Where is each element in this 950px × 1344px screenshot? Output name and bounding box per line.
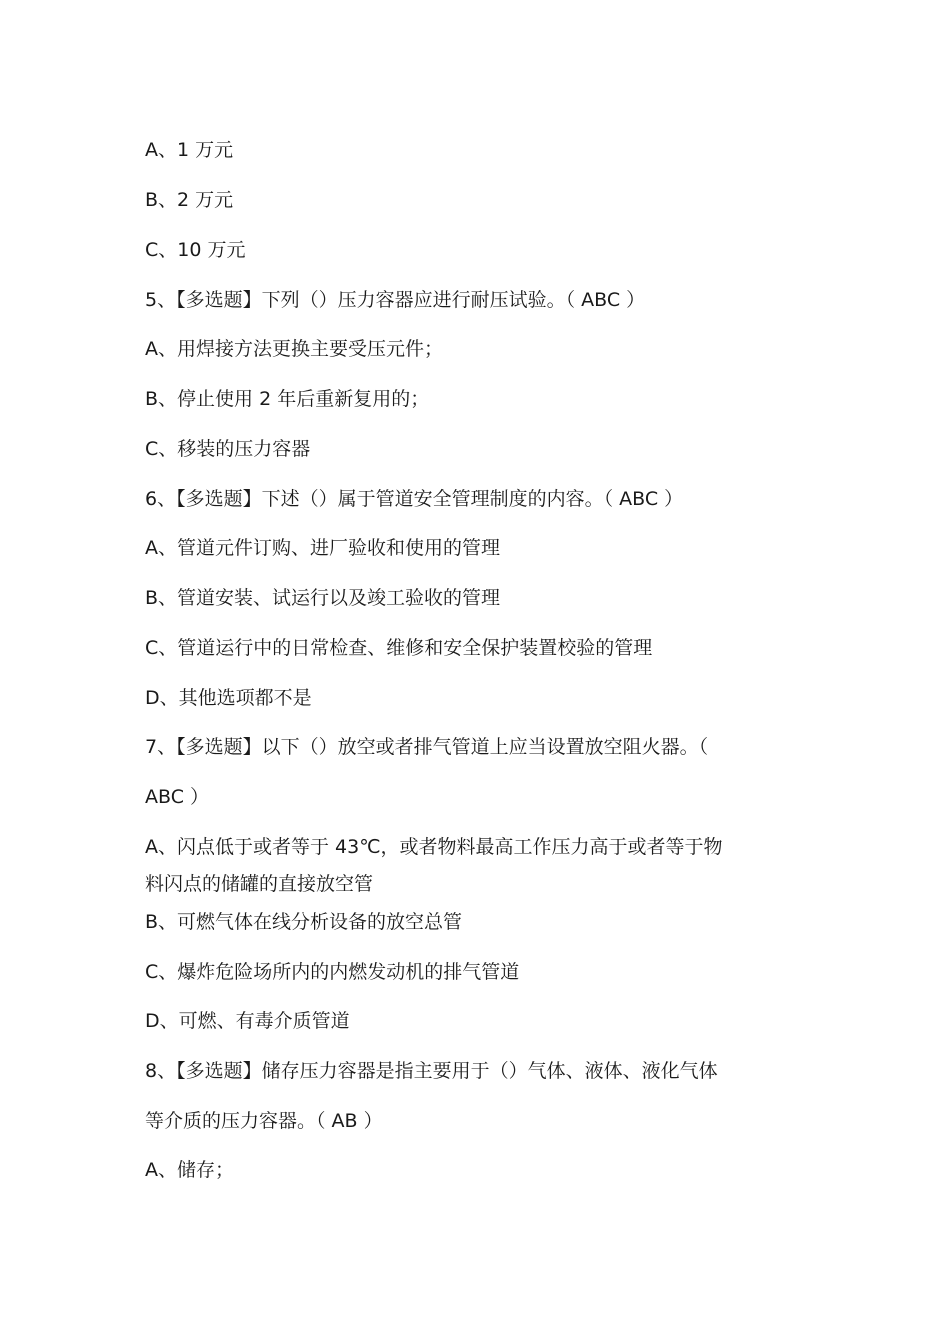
q7-option-c: C、爆炸危险场所内的内燃发动机的排气管道 — [145, 961, 520, 983]
q5-option-c: C、移装的压力容器 — [145, 438, 311, 460]
q6-stem: 6、【多选题】下述（）属于管道安全管理制度的内容。（ ABC ） — [145, 488, 684, 510]
q5-option-b: B、停止使用 2 年后重新复用的； — [145, 388, 430, 410]
q4-option-a: A、1 万元 — [145, 139, 234, 161]
q5-option-a: A、用焊接方法更换主要受压元件； — [145, 338, 443, 360]
q7-stem-answer: ABC ） — [145, 786, 210, 808]
q5-stem: 5、【多选题】下列（）压力容器应进行耐压试验。（ ABC ） — [145, 289, 646, 311]
q8-stem-line2: 等介质的压力容器。（ AB ） — [145, 1110, 383, 1132]
q7-option-a-line1: A、闪点低于或者等于 43℃，或者物料最高工作压力高于或者等于物 — [145, 836, 723, 858]
q6-option-a: A、管道元件订购、进厂验收和使用的管理 — [145, 537, 500, 559]
q7-option-d: D、可燃、有毒介质管道 — [145, 1010, 350, 1032]
q6-option-c: C、管道运行中的日常检查、维修和安全保护装置校验的管理 — [145, 637, 653, 659]
q4-option-b: B、2 万元 — [145, 189, 234, 211]
q6-option-d: D、其他选项都不是 — [145, 687, 312, 709]
q8-option-a: A、储存； — [145, 1159, 234, 1181]
q6-option-b: B、管道安装、试运行以及竣工验收的管理 — [145, 587, 501, 609]
q7-stem: 7、【多选题】以下（）放空或者排气管道上应当设置放空阻火器。（ — [145, 736, 709, 758]
q8-stem-line1: 8、【多选题】储存压力容器是指主要用于（）气体、液体、液化气体 — [145, 1060, 718, 1082]
q7-option-a-line2: 料闪点的储罐的直接放空管 — [145, 873, 374, 895]
q4-option-c: C、10 万元 — [145, 239, 246, 261]
q7-option-b: B、可燃气体在线分析设备的放空总管 — [145, 911, 463, 933]
